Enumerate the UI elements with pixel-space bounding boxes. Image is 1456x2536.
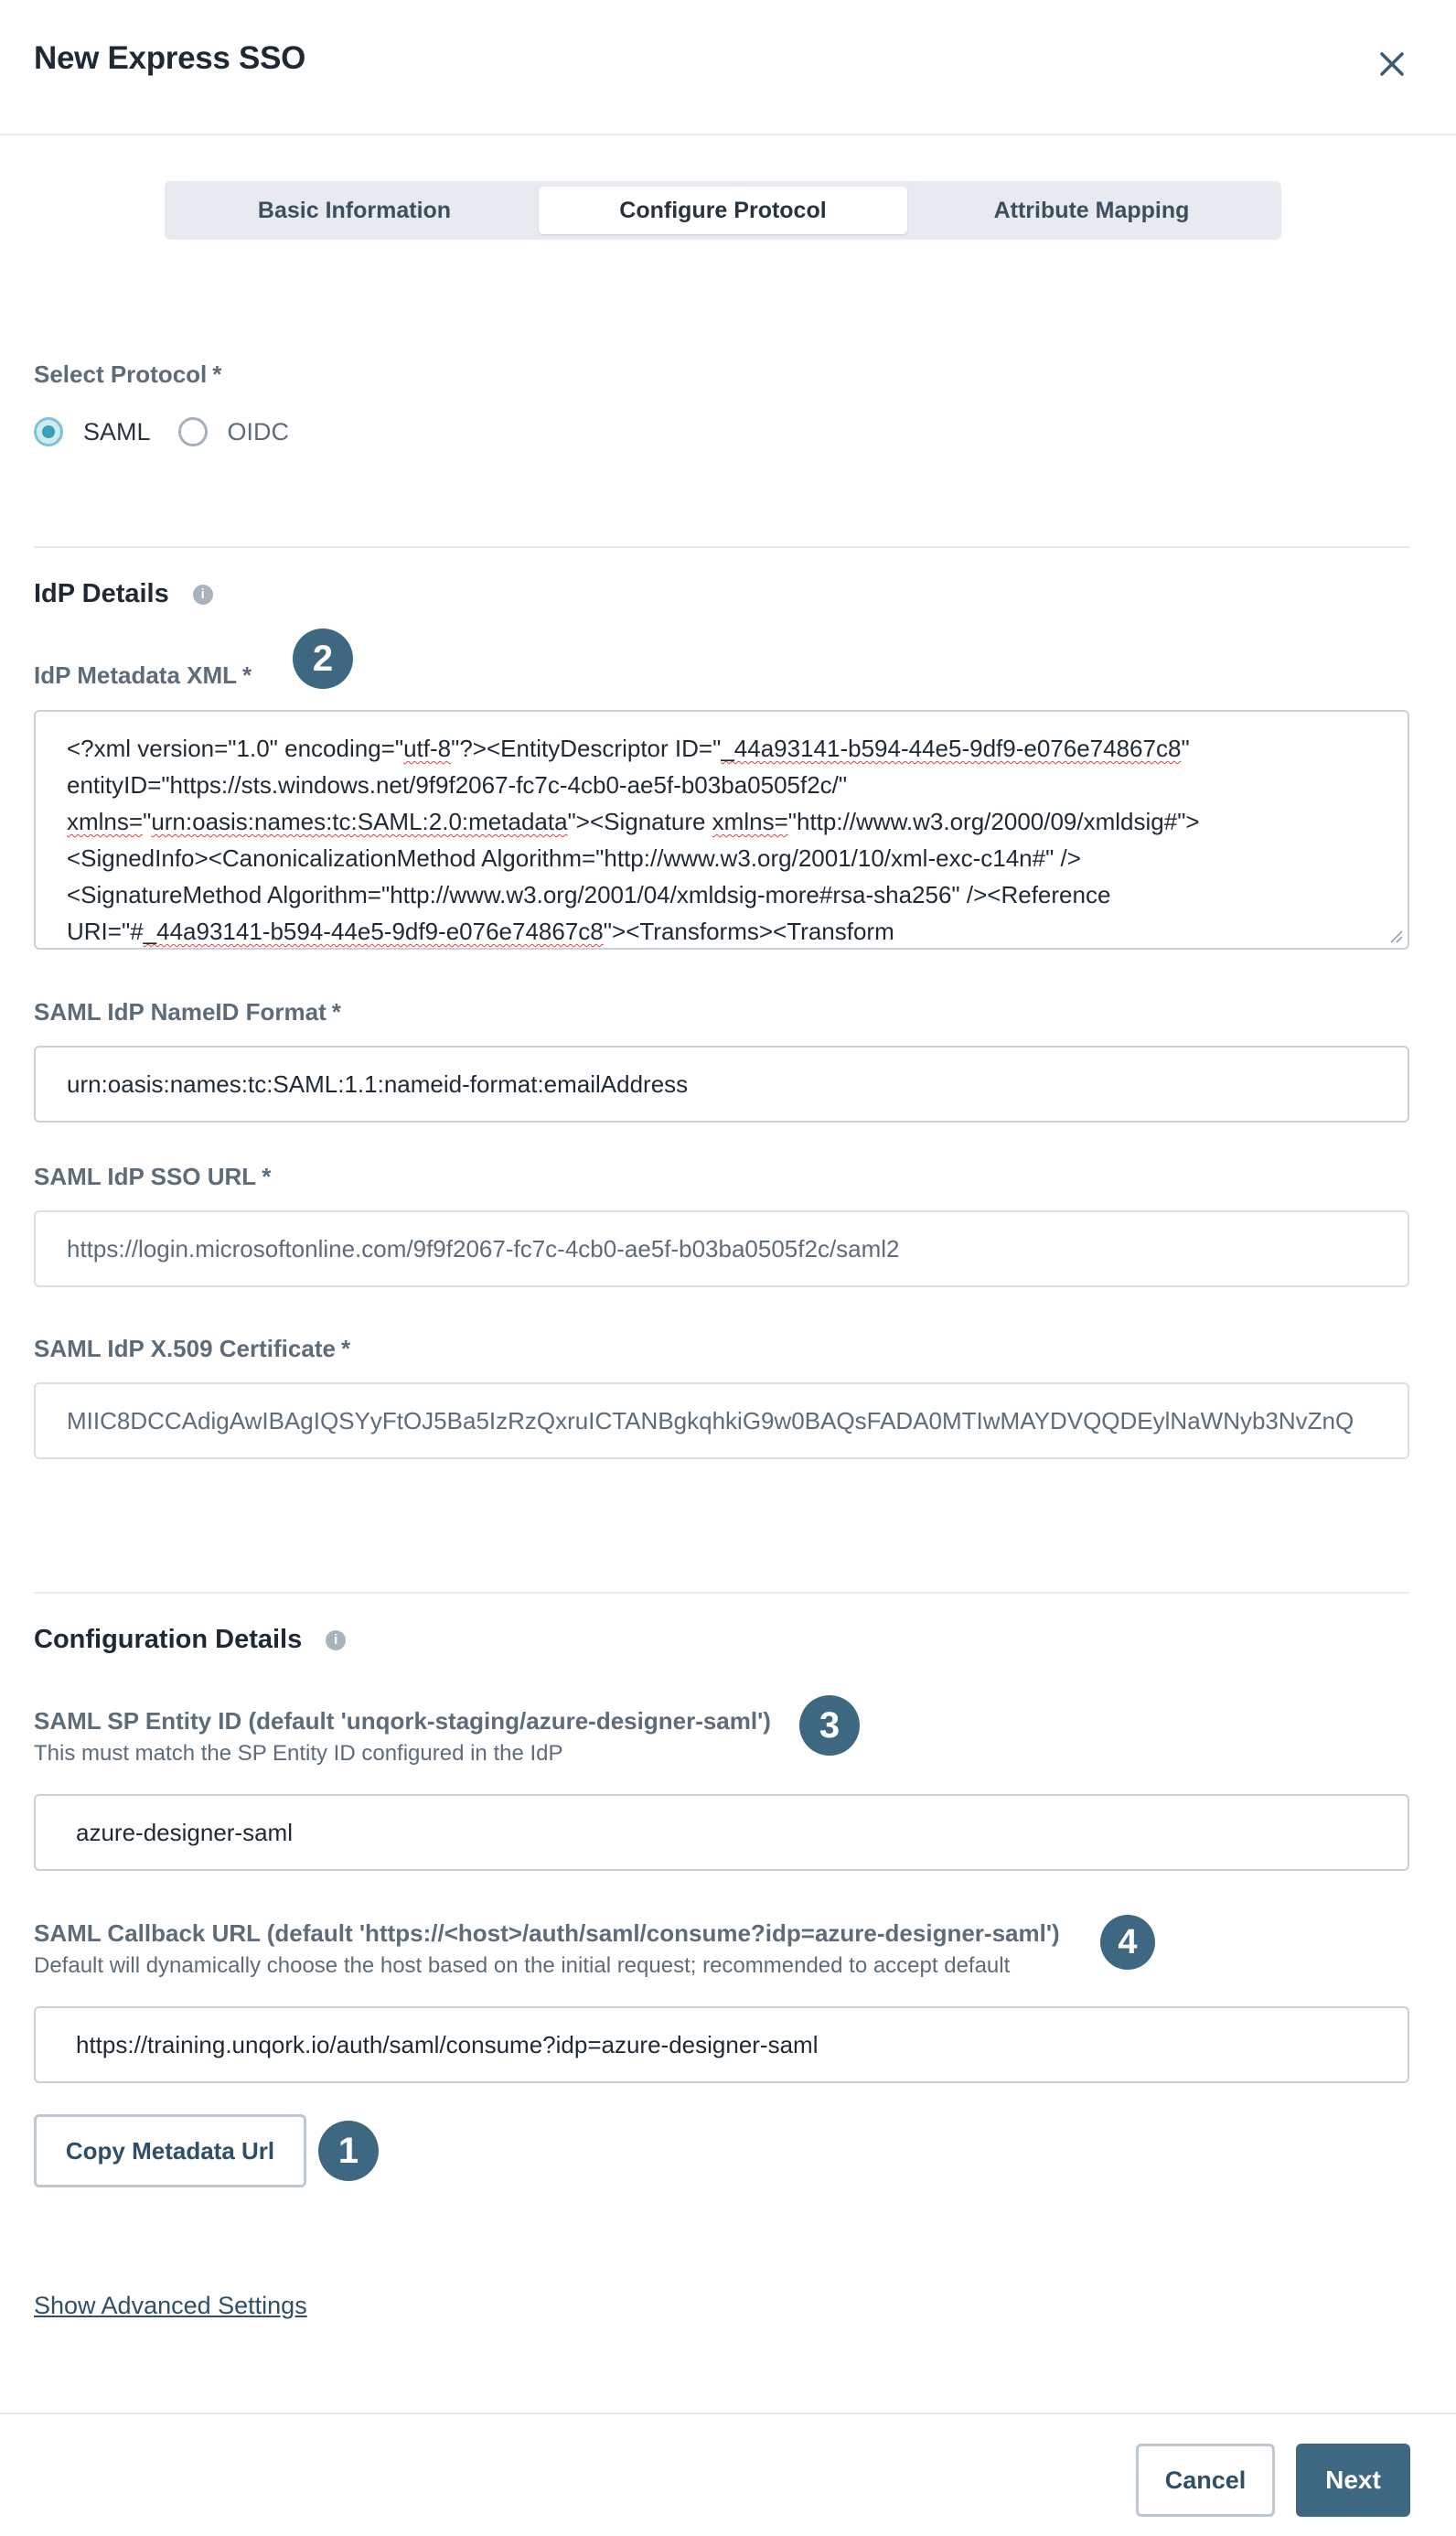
certificate-label: SAML IdP X.509 Certificate * bbox=[34, 1335, 351, 1362]
sp-entity-id-input[interactable]: azure-designer-saml bbox=[34, 1794, 1409, 1871]
section-divider bbox=[34, 546, 1409, 548]
copy-metadata-url-button[interactable]: Copy Metadata Url bbox=[34, 2114, 306, 2187]
xml-line-3: xmlns="urn:oasis:names:tc:SAML:2.0:metadata"><Signature xmlns="http://www.w3.org/2000/09/xmldsig#"> bbox=[67, 808, 1200, 835]
step-badge-2: 2 bbox=[293, 629, 353, 689]
callback-url-help: Default will dynamically choose the host based on the initial request; recommended to accept default bbox=[34, 1953, 1011, 1978]
tab-configure-protocol[interactable]: Configure Protocol bbox=[539, 187, 907, 234]
radio-saml-label: SAML bbox=[83, 417, 151, 446]
xml-line-5: <SignatureMethod Algorithm="http://www.w3.org/2001/04/xmldsig-more#rsa-sha256" /><Reference bbox=[67, 881, 1111, 908]
radio-oidc-indicator[interactable] bbox=[178, 417, 208, 446]
xml-line-1: <?xml version="1.0" encoding="utf-8"?><EntityDescriptor ID="_44a93141-b594-44e5-9df9-e076e74867c8" bbox=[67, 735, 1190, 762]
tab-basic-information[interactable]: Basic Information bbox=[257, 197, 452, 223]
show-advanced-settings-link[interactable]: Show Advanced Settings bbox=[34, 2292, 307, 2319]
sp-entity-id-help: This must match the SP Entity ID configured in the IdP bbox=[34, 1741, 563, 1766]
close-icon bbox=[1379, 51, 1405, 77]
step-badge-1: 1 bbox=[318, 2121, 379, 2181]
section-divider bbox=[34, 1592, 1409, 1594]
radio-saml-indicator[interactable] bbox=[34, 417, 63, 446]
idp-details-title: IdP Details i bbox=[34, 579, 213, 609]
callback-url-label: SAML Callback URL (default 'https://<host>/auth/saml/consume?idp=azure-designer-saml') bbox=[34, 1919, 1060, 1947]
xml-line-4: <SignedInfo><CanonicalizationMethod Algorithm="http://www.w3.org/2001/10/xml-exc-c14n#" /> bbox=[67, 844, 1081, 872]
step-badge-4: 4 bbox=[1100, 1915, 1155, 1970]
radio-oidc-label: OIDC bbox=[227, 417, 290, 446]
xml-line-2: entityID="https://sts.windows.net/9f9f2067-fc7c-4cb0-ae5f-b03ba0505f2c/" bbox=[67, 771, 848, 799]
cancel-button[interactable]: Cancel bbox=[1136, 2444, 1275, 2517]
configuration-details-title: Configuration Details i bbox=[34, 1625, 346, 1655]
close-button[interactable] bbox=[1368, 40, 1416, 88]
tab-attribute-mapping[interactable]: Attribute Mapping bbox=[993, 197, 1190, 223]
callback-url-input[interactable]: https://training.unqork.io/auth/saml/consume?idp=azure-designer-saml bbox=[34, 2006, 1409, 2083]
resize-handle-icon[interactable] bbox=[1387, 928, 1404, 944]
nameid-format-label: SAML IdP NameID Format * bbox=[34, 998, 341, 1026]
select-protocol-label: Select Protocol * bbox=[34, 360, 222, 388]
step-badge-3: 3 bbox=[799, 1695, 860, 1756]
modal-header bbox=[0, 0, 1456, 135]
modal-title: New Express SSO bbox=[34, 40, 306, 76]
info-icon[interactable]: i bbox=[326, 1630, 346, 1650]
sso-url-label: SAML IdP SSO URL * bbox=[34, 1163, 272, 1190]
idp-metadata-xml-label: IdP Metadata XML * bbox=[34, 661, 252, 689]
footer-divider bbox=[0, 2412, 1456, 2414]
radio-oidc[interactable] bbox=[178, 417, 290, 446]
nameid-format-input[interactable]: urn:oasis:names:tc:SAML:1.1:nameid-format:emailAddress bbox=[34, 1046, 1409, 1123]
info-icon[interactable]: i bbox=[193, 585, 213, 605]
next-button[interactable]: Next bbox=[1296, 2444, 1410, 2517]
wizard-tabs bbox=[165, 181, 1281, 240]
sp-entity-id-label: SAML SP Entity ID (default 'unqork-staging/azure-designer-saml') bbox=[34, 1707, 771, 1735]
sso-url-input[interactable]: https://login.microsoftonline.com/9f9f2067-fc7c-4cb0-ae5f-b03ba0505f2c/saml2 bbox=[34, 1210, 1409, 1287]
radio-saml[interactable] bbox=[34, 417, 151, 446]
certificate-input[interactable]: MIIC8DCCAdigAwIBAgIQSYyFtOJ5Ba5IzRzQxruICTANBgkqhkiG9w0BAQsFADA0MTIwMAYDVQQDEylNaWNyb3NvZnQ bbox=[34, 1382, 1409, 1459]
protocol-radio-group bbox=[34, 417, 316, 446]
xml-line-6: URI="#_44a93141-b594-44e5-9df9-e076e74867c8"><Transforms><Transform bbox=[67, 918, 894, 945]
idp-metadata-xml-textarea[interactable] bbox=[34, 710, 1409, 950]
